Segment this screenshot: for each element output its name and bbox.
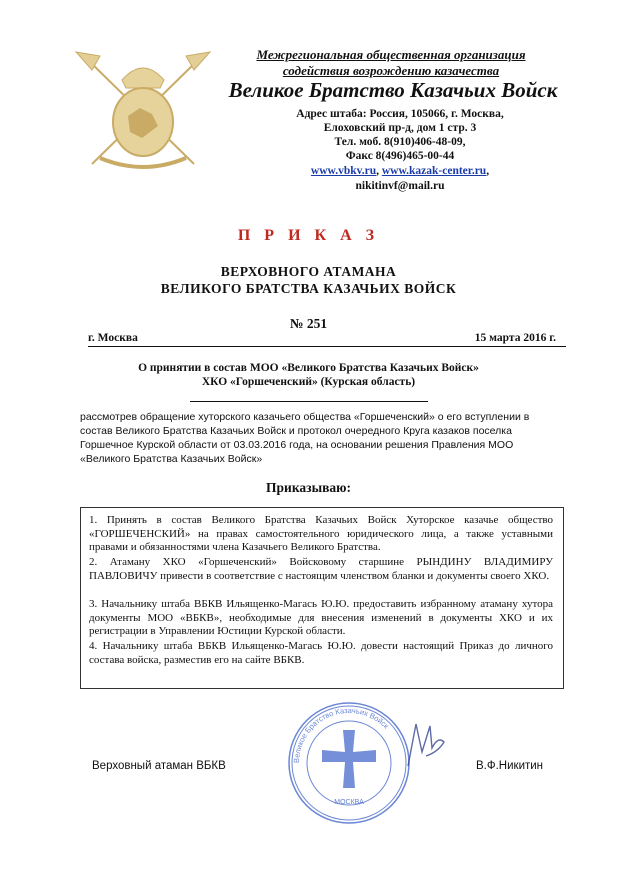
subject-line2: ХКО «Горшеченский» (Курская область) xyxy=(201,376,416,388)
org-type-line1: Межрегиональная общественная организация xyxy=(256,47,526,62)
order-point: 1. Принять в состав Великого Братства Казачьих Войск Хуторское казачье общество «ГОРШЕЧЕНСКИЙ» на правах самостоятельного юридического лица, а также уставными правами и обязанностями члена Казачьего Великого Братства. xyxy=(89,514,553,554)
stamp-ring-text: Великое Братство Казачьих Войск xyxy=(291,705,391,764)
websites-line xyxy=(250,165,550,177)
order-points xyxy=(80,507,564,689)
subject-divider xyxy=(190,401,428,402)
order-point: 4. Начальнику штаба ВБКВ Ильященко-Магась Ю.Ю. довести настоящий Приказ до личного состава войска, разместив его на сайте ВБКВ. xyxy=(89,640,553,666)
website-link-kazak-center[interactable]: www.kazak-center.ru xyxy=(381,165,487,177)
decree-heading: Приказываю: xyxy=(266,480,351,495)
cossack-emblem-icon xyxy=(70,46,216,176)
separator2: , xyxy=(486,165,490,177)
issuer-line2: ВЕЛИКОГО БРАТСТВА КАЗАЧЬИХ ВОЙСК xyxy=(160,281,457,296)
website-link-vbkv[interactable]: www.vbkv.ru xyxy=(310,165,377,177)
phone-line: Тел. моб. 8(910)406-48-09, xyxy=(334,136,466,148)
order-date: 15 марта 2016 г. xyxy=(474,332,556,344)
order-point: 2. Атаману ХКО «Горшеченский» Войсковому старшине РЫНДИНУ ВЛАДИМИРУ ПАВЛОВИЧУ привести в соответствие с настоящим членством бланки и документы своего ХКО. xyxy=(89,556,553,582)
signatory-title: Верховный атаман ВБКВ xyxy=(92,760,226,772)
stamp-city: МОСКВА xyxy=(334,799,364,806)
subject-line1: О принятии в состав МОО «Великого Братства Казачьих Войск» xyxy=(138,362,479,374)
order-point: 3. Начальнику штаба ВБКВ Ильященко-Магась Ю.Ю. предоставить избранному атаману хутора документы МОО «ВБКВ», необходимые для внесения изменений в документы ХКО и их регистрации в Управлении Юстиции Курской области. xyxy=(89,598,553,638)
address-line1: Адрес штаба: Россия, 105066, г. Москва, xyxy=(296,108,504,120)
org-name: Великое Братство Казачьих Войск xyxy=(228,78,558,102)
order-place: г. Москва xyxy=(88,332,138,344)
order-number: № 251 xyxy=(289,316,328,331)
signatory-name: В.Ф.Никитин xyxy=(476,760,544,772)
fax-line: Факс 8(496)465-00-44 xyxy=(345,150,455,162)
place-date-row xyxy=(88,332,566,347)
org-type-line2: содействия возрождению казачества xyxy=(282,63,500,78)
address-line2: Елоховский пр-д, дом 1 стр. 3 xyxy=(323,122,477,134)
official-stamp-icon xyxy=(286,700,412,826)
order-title: П Р И К А З xyxy=(237,227,380,244)
email-line: nikitinvf@mail.ru xyxy=(355,180,445,192)
separator: , xyxy=(376,165,382,177)
issuer-line1: ВЕРХОВНОГО АТАМАНА xyxy=(220,264,397,279)
intro-paragraph: рассмотрев обращение хуторского казачьего общества «Горшеченский» о его вступлении в состав Великого Братства Казачьих Войск и протокол очередного Круга казаков поселка Горшечное Курской области от 03.03.2016 года, на основании решения Правления МОО «Великого Братства Казачьих Войск» xyxy=(80,411,530,465)
handwritten-signature-icon xyxy=(402,718,450,772)
